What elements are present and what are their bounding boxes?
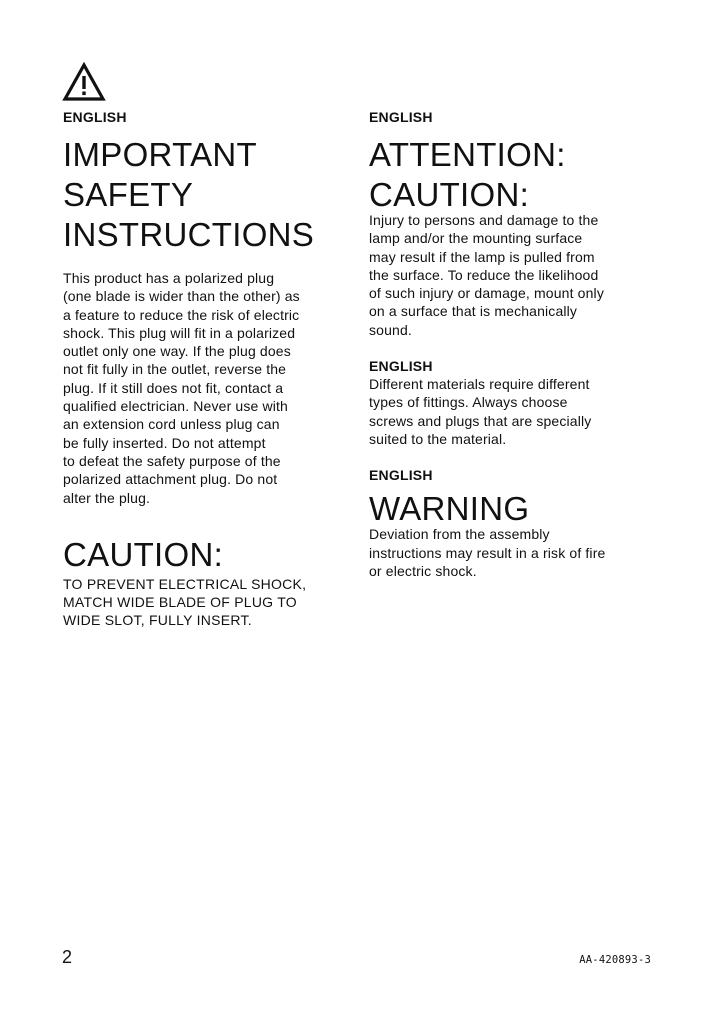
warning-heading: WARNING: [369, 490, 530, 528]
right-column: [369, 108, 659, 598]
attention-caution-heading: ATTENTION: CAUTION:: [369, 136, 566, 213]
polarized-plug-text: This product has a polarized plug (one blade is wider than the other) as a feature to reduce the risk of electric shock. This plug will fit in a polarized outlet only one way. If the plug does not fit fully in the outlet, reverse the plug. If it still does not fit, contact a qualified electrician. Never use with an extension cord unless plug can be fully inserted. Do not attempt to defeat the safety purpose of the polarized attachment plug. Do not alter the plug.: [63, 270, 300, 506]
warning-triangle-icon: [62, 62, 106, 102]
language-label: ENGLISH: [369, 358, 433, 375]
page-number: 2: [62, 947, 73, 967]
caution-heading: CAUTION:: [63, 535, 224, 573]
materials-text: Different materials require different types of fittings. Always choose screws and plugs that are specially suited to the material.: [369, 376, 592, 447]
attention-text: Injury to persons and damage to the lamp and/or the mounting surface may result if the lamp is pulled from the surface. To reduce the likelihood of such injury or damage, mount only on a surface that is mechanically sound.: [369, 212, 604, 338]
attention-section: [369, 108, 659, 339]
materials-section: [369, 357, 659, 448]
left-column: [63, 108, 343, 630]
warning-text: Deviation from the assembly instructions may result in a risk of fire or electric shock.: [369, 526, 606, 579]
document-code: AA-420893-3: [579, 954, 651, 966]
warning-section: [369, 466, 659, 580]
language-label: ENGLISH: [369, 109, 433, 125]
caution-text: TO PREVENT ELECTRICAL SHOCK, MATCH WIDE BLADE OF PLUG TO WIDE SLOT, FULLY INSERT.: [63, 575, 307, 629]
language-label: ENGLISH: [369, 467, 433, 484]
safety-instructions-title: IMPORTANT SAFETY INSTRUCTIONS: [63, 136, 315, 253]
language-label: ENGLISH: [63, 109, 127, 125]
